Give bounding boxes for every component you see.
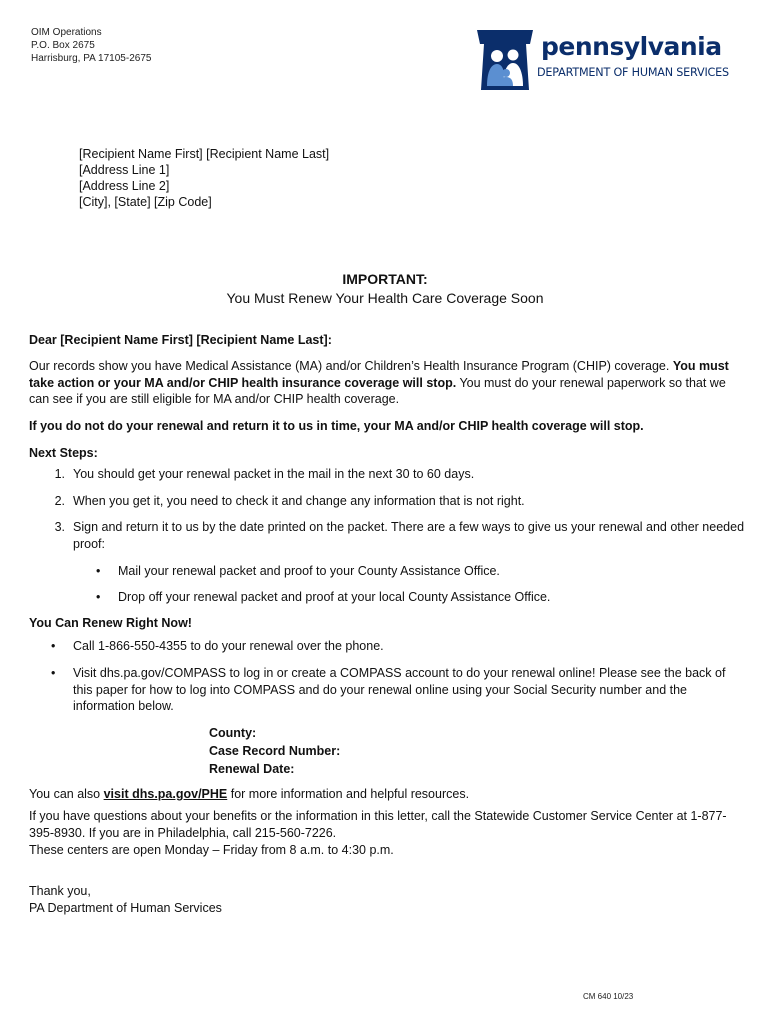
- sender-line-1: OIM Operations: [31, 27, 102, 38]
- renew-now-heading: You Can Renew Right Now!: [29, 616, 192, 630]
- bullet-marker: •: [51, 639, 56, 653]
- bullet-marker: •: [96, 564, 101, 578]
- step-text: Sign and return it to us by the date printed on the packet. There are a few ways to give us your renewal and other needed proof:: [73, 520, 745, 551]
- bullet-marker: •: [51, 666, 56, 680]
- sender-line-2: P.O. Box 2675: [31, 40, 95, 51]
- sub-bullet-text: Drop off your renewal packet and proof at your local County Assistance Office.: [118, 590, 551, 604]
- renewal-date-label: Renewal Date:: [209, 762, 295, 776]
- questions-paragraph: If you have questions about your benefits or the information in this letter, call the Statewide Customer Service Center at 1-877-395-8930. If you are in Philadelphia, call 215-560-7226.: [29, 809, 727, 840]
- resources-line: [29, 786, 745, 803]
- logo-wordmark: pennsylvania: [541, 32, 722, 61]
- resources-suffix: for more information and helpful resources.: [230, 787, 470, 801]
- renew-bullet-text: Visit dhs.pa.gov/COMPASS to log in or create a COMPASS account to do your renewal online! Please see the back of this paper for how to log into COMPASS and do your renewal online using your Social Security number and the information below.: [73, 666, 726, 713]
- recipient-name: [Recipient Name First] [Recipient Name Last]: [79, 147, 330, 161]
- office-hours: These centers are open Monday – Friday from 8 a.m. to 4:30 p.m.: [29, 843, 394, 857]
- case-record-label: Case Record Number:: [209, 744, 341, 758]
- resources-prefix: You can also: [29, 787, 101, 801]
- county-label: County:: [209, 726, 257, 740]
- step-number: 3.: [54, 520, 65, 534]
- phe-link[interactable]: visit dhs.pa.gov/PHE: [103, 787, 228, 801]
- pa-dhs-logo: [473, 28, 748, 92]
- bullet-marker: •: [96, 590, 101, 604]
- intro-warning: You must take action or your MA and/or CHIP health insurance coverage will stop.: [29, 359, 729, 390]
- signature: PA Department of Human Services: [29, 901, 222, 915]
- recipient-city-line: [City], [State] [Zip Code]: [79, 195, 212, 209]
- recipient-address-line-2: [Address Line 2]: [79, 179, 170, 193]
- recipient-address-line-1: [Address Line 1]: [79, 163, 170, 177]
- intro-text: Our records show you have Medical Assistance (MA) and/or Children’s Health Insurance Program (CHIP) coverage.: [29, 359, 670, 373]
- keystone-family-icon: [473, 28, 537, 92]
- closing: Thank you,: [29, 884, 91, 898]
- step-text: When you get it, you need to check it and change any information that is not right.: [73, 494, 525, 508]
- logo-department: DEPARTMENT OF HUMAN SERVICES: [537, 66, 729, 79]
- sub-bullet-text: Mail your renewal packet and proof to your County Assistance Office.: [118, 564, 500, 578]
- sender-address: [31, 26, 151, 65]
- recipient-address: [79, 146, 329, 210]
- step-number: 1.: [54, 467, 65, 481]
- important-heading: IMPORTANT:: [342, 271, 428, 287]
- letter-subtitle: You Must Renew Your Health Care Coverage Soon: [226, 290, 544, 306]
- case-details: [209, 724, 340, 778]
- step-text: You should get your renewal packet in the mail in the next 30 to 60 days.: [73, 467, 475, 481]
- intro-tail: You must do your renewal paperwork so that we can see if you are still eligible for MA and/or CHIP health coverage.: [29, 375, 726, 406]
- sender-line-3: Harrisburg, PA 17105-2675: [31, 53, 152, 64]
- next-steps-heading: Next Steps:: [29, 446, 98, 460]
- renew-bullet-text: Call 1-866-550-4355 to do your renewal over the phone.: [73, 639, 384, 653]
- coverage-warning: If you do not do your renewal and return it to us in time, your MA and/or CHIP health coverage will stop.: [29, 419, 644, 433]
- salutation: Dear [Recipient Name First] [Recipient Name Last]:: [29, 333, 332, 347]
- intro-paragraph: [29, 358, 745, 408]
- form-code: CM 640 10/23: [583, 992, 634, 1001]
- step-number: 2.: [54, 494, 65, 508]
